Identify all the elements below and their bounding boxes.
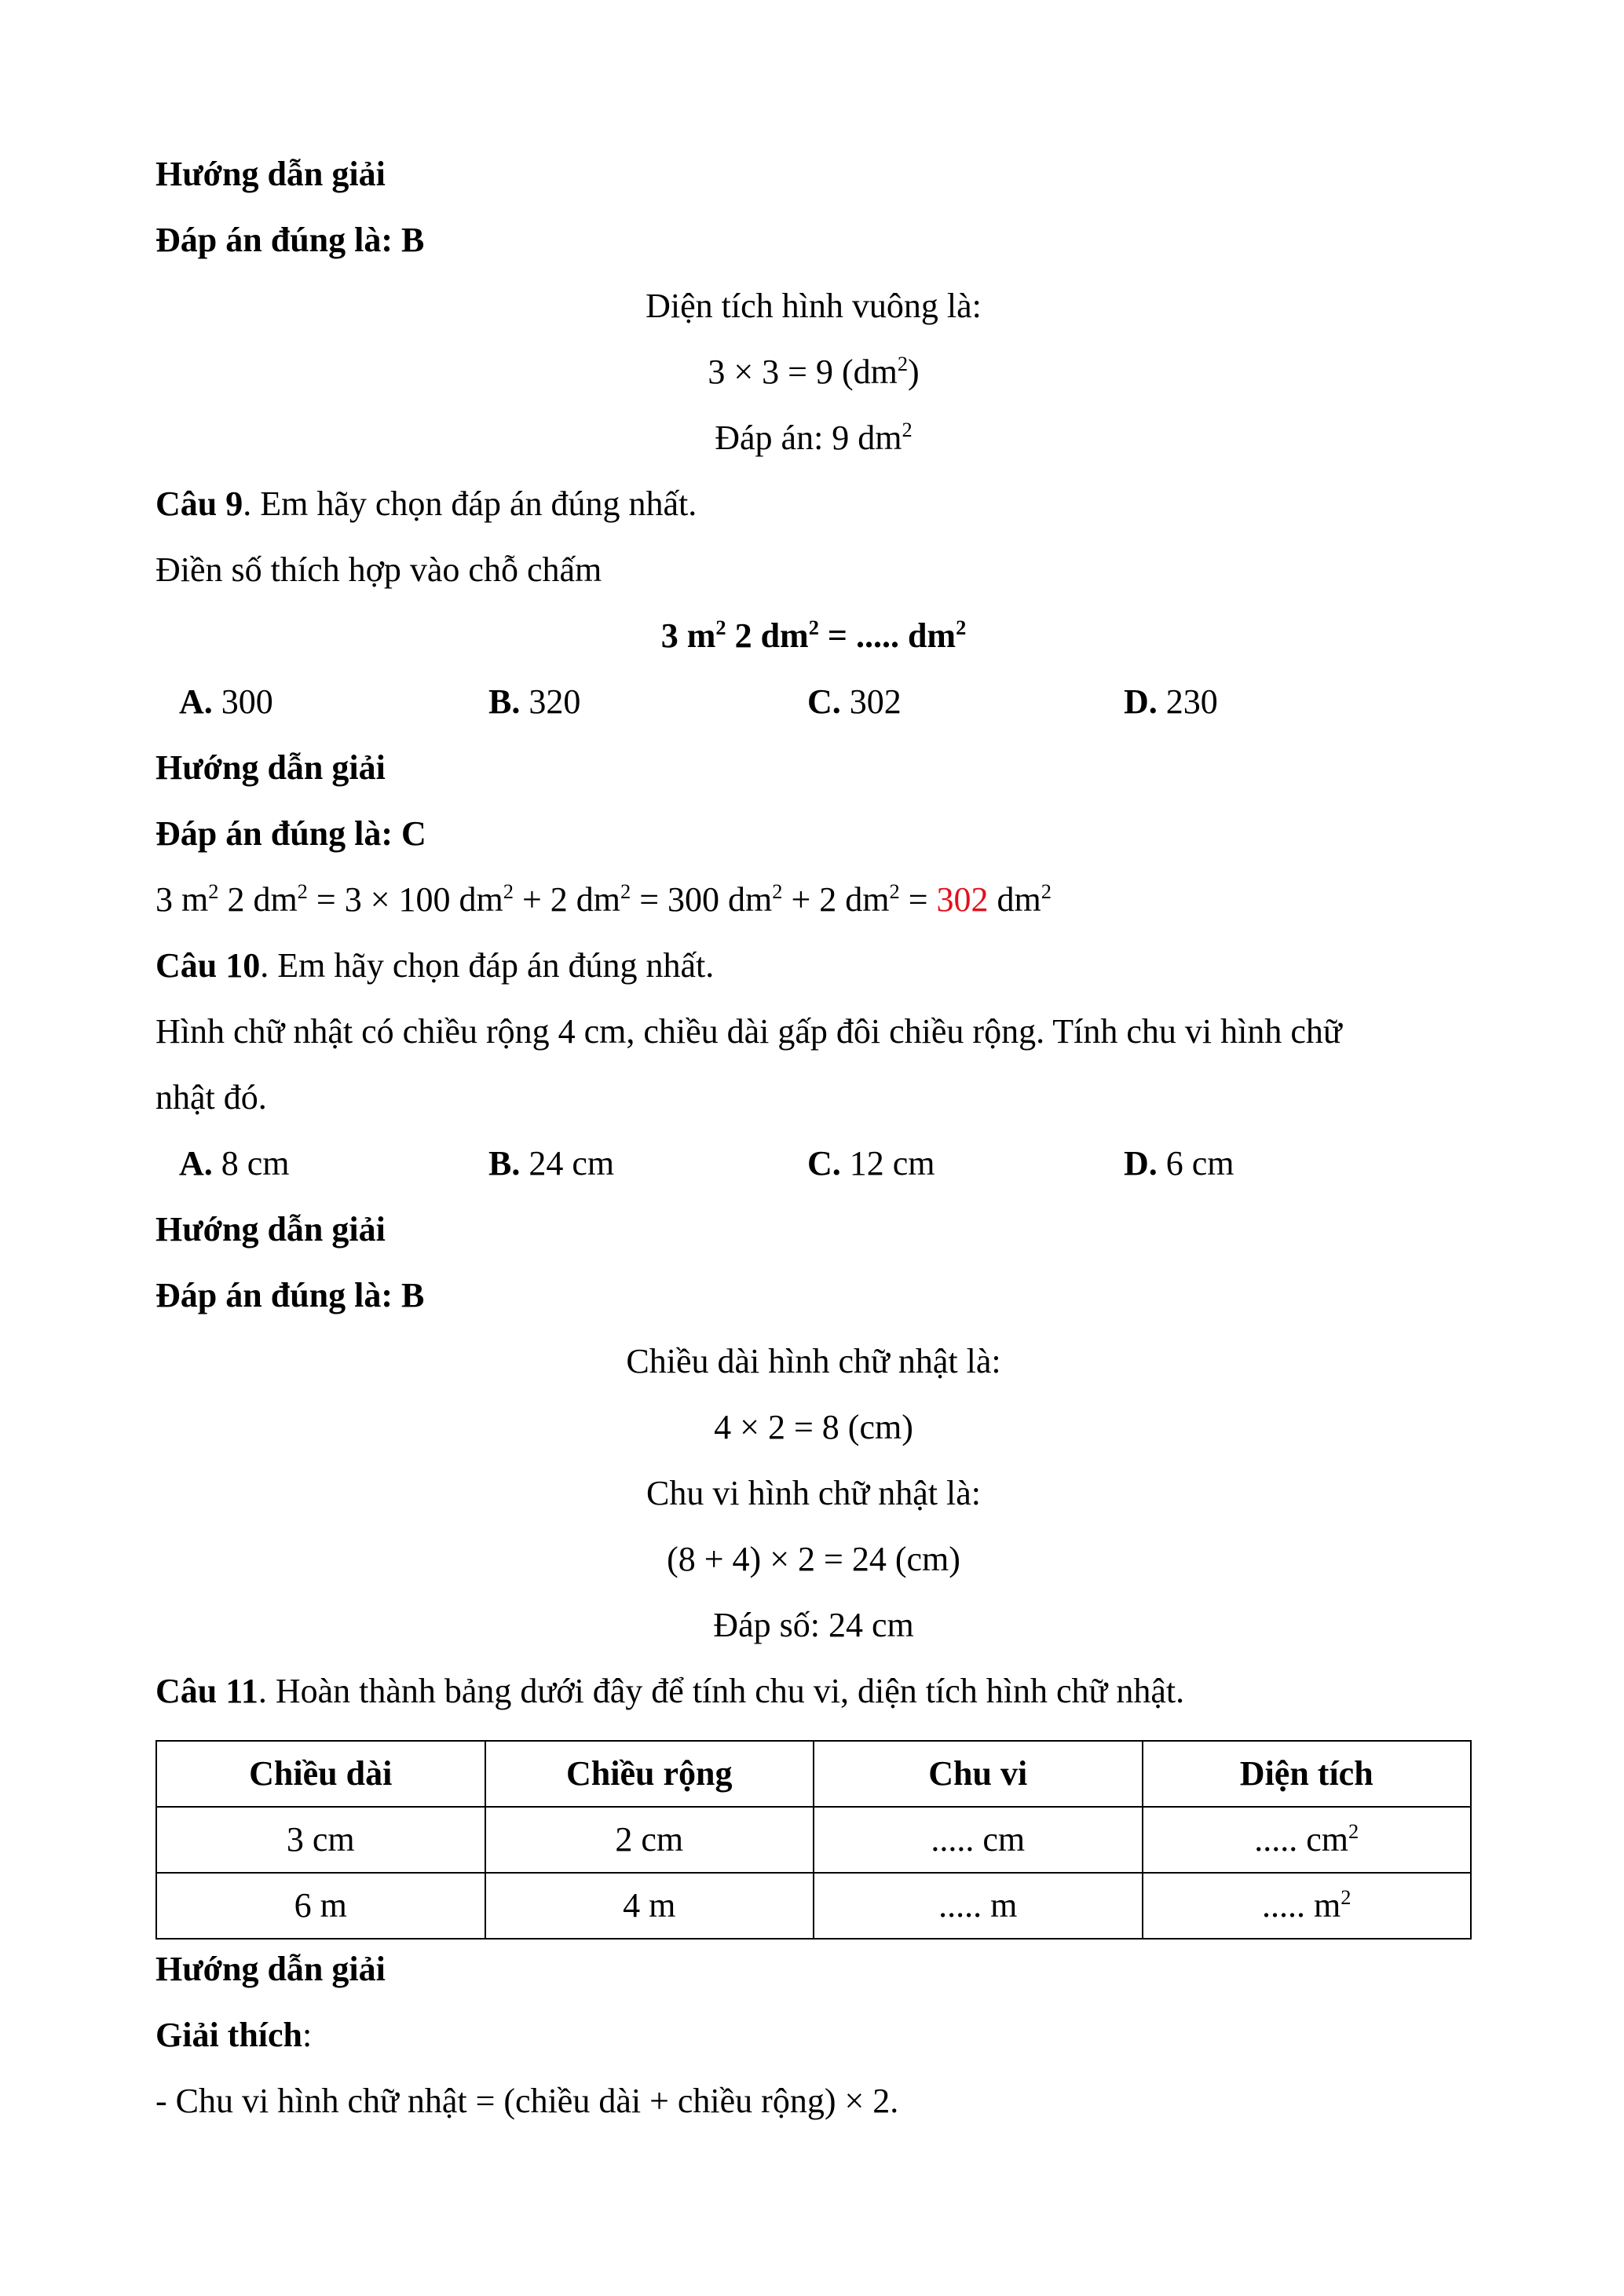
solution-line: (8 + 4) × 2 = 24 (cm) bbox=[667, 1540, 960, 1578]
highlighted-answer: 302 bbox=[936, 880, 989, 919]
table-cell: 3 cm bbox=[156, 1807, 485, 1873]
question-9: Câu 9. Em hãy chọn đáp án đúng nhất. bbox=[155, 484, 697, 523]
table-cell: ..... $m^2$ bbox=[1143, 1873, 1472, 1939]
answer-label: Đáp án đúng là: C bbox=[155, 814, 426, 853]
rule-perimeter: - Chu vi hình chữ nhật = (chiều dài + chiều rộng) × 2. bbox=[155, 2082, 899, 2120]
table-cell: ..... cm bbox=[814, 1807, 1143, 1873]
question-text: nhật đó. bbox=[155, 1078, 267, 1117]
table-cell: 6 m bbox=[156, 1873, 485, 1939]
solution-heading: Hướng dẫn giải bbox=[155, 155, 386, 193]
explanation-label: Giải thích: bbox=[155, 2016, 313, 2054]
solution-line: Đáp số: 24 cm bbox=[713, 1606, 914, 1644]
solution-line: 4 × 2 = 8 (cm) bbox=[714, 1408, 913, 1446]
option-d: D. 6 cm bbox=[1124, 1144, 1234, 1183]
solution-heading: Hướng dẫn giải bbox=[155, 1950, 386, 1988]
option-c: C. 302 bbox=[807, 682, 902, 721]
option-b: B. 24 cm bbox=[488, 1144, 615, 1183]
question-10: Câu 10. Em hãy chọn đáp án đúng nhất. bbox=[155, 946, 715, 985]
option-c: C. 12 cm bbox=[807, 1144, 935, 1183]
option-a: A. 8 cm bbox=[179, 1144, 290, 1183]
option-b: B. 320 bbox=[488, 682, 581, 721]
question-expression: 3 $m^2$ 2 $dm^2$ = ..... $dm^2$ bbox=[660, 616, 967, 655]
rectangle-table bbox=[155, 1740, 1472, 1940]
answer-label: Đáp án đúng là: B bbox=[155, 1276, 425, 1314]
solution-line: Chu vi hình chữ nhật là: bbox=[646, 1474, 981, 1512]
table-header: Diện tích bbox=[1143, 1741, 1472, 1807]
solution-heading: Hướng dẫn giải bbox=[155, 1210, 386, 1249]
solution-line: Chiều dài hình chữ nhật là: bbox=[626, 1342, 1001, 1380]
table-header: Chiều rộng bbox=[485, 1741, 814, 1807]
table-cell: ..... $cm^2$ bbox=[1143, 1807, 1472, 1873]
table-header: Chiều dài bbox=[156, 1741, 485, 1807]
table-row bbox=[156, 1873, 1471, 1939]
table-header: Chu vi bbox=[814, 1741, 1143, 1807]
table-cell: 2 cm bbox=[485, 1807, 814, 1873]
answer-label: Đáp án đúng là: B bbox=[155, 221, 425, 259]
solution-line: Đáp án: 9 $dm^2$ bbox=[715, 418, 913, 457]
question-instruction: Điền số thích hợp vào chỗ chấm bbox=[155, 550, 602, 589]
solution-calc: 3 $m^2$ 2 $dm^2 = 3 \times 100$ $dm^2 + 2$ $dm^2 = 300$ $dm^2 + 2$ $dm^2 = 302$ $dm^2$ bbox=[155, 879, 1052, 919]
table-header-row bbox=[156, 1741, 1471, 1807]
table-cell: ..... m bbox=[814, 1873, 1143, 1939]
solution-line: Diện tích hình vuông là: bbox=[646, 287, 982, 325]
question-11: Câu 11. Hoàn thành bảng dưới đây để tính chu vi, diện tích hình chữ nhật. bbox=[155, 1672, 1185, 1710]
table-cell: 4 m bbox=[485, 1873, 814, 1939]
option-a: A. 300 bbox=[179, 682, 273, 721]
table-row bbox=[156, 1807, 1471, 1873]
question-text: Hình chữ nhật có chiều rộng 4 cm, chiều dài gấp đôi chiều rộng. Tính chu vi hình chữ bbox=[155, 1012, 1342, 1051]
solution-heading: Hướng dẫn giải bbox=[155, 748, 386, 787]
solution-line: 3 × 3 = 9 $(dm^2)$ bbox=[708, 352, 920, 391]
option-d: D. 230 bbox=[1124, 682, 1218, 721]
